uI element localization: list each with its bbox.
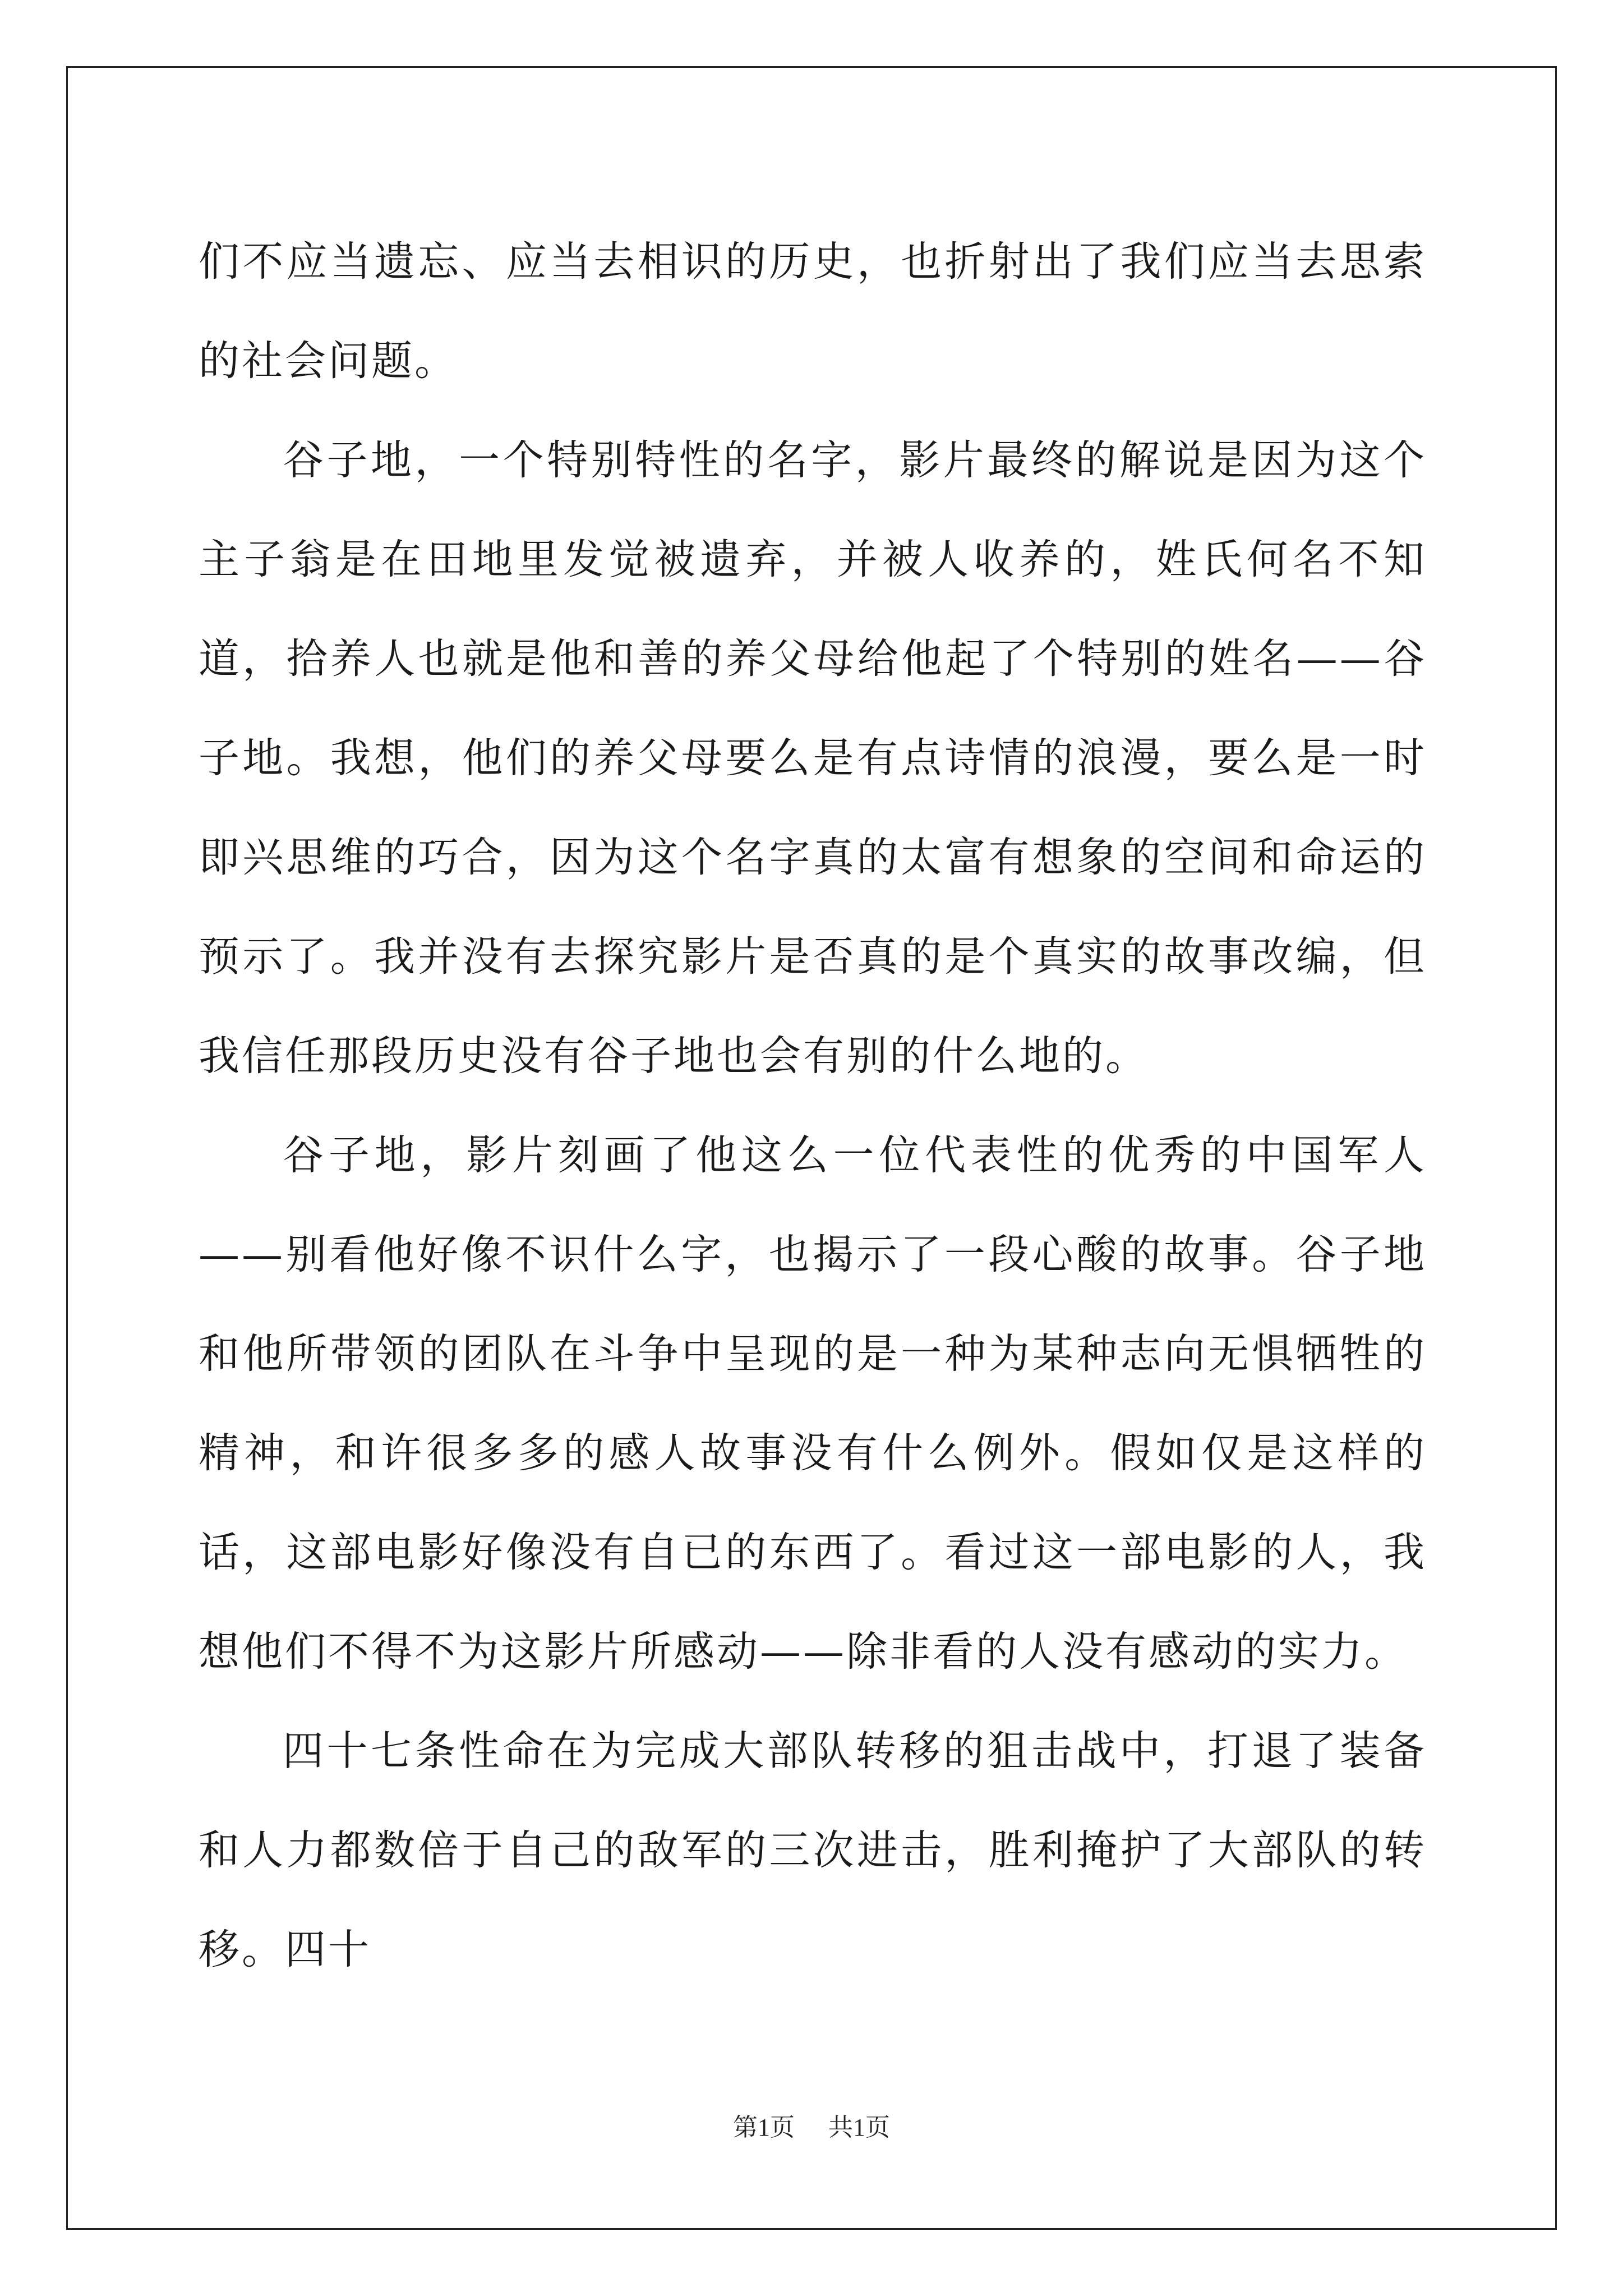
page-number-current: 第1页 (733, 2114, 795, 2141)
paragraph-2: 谷子地，一个特别特性的名字，影片最终的解说是因为这个主子翁是在田地里发觉被遗弃，并被人收养的，姓氏何名不知道，拾养人也就是他和善的养父母给他起了个特别的姓名——谷子地。我想，他们的养父母要么是有点诗情的浪漫，要么是一时即兴思维的巧合，因为这个名字真的太富有想象的空间和命运的预示了。我并没有去探究影片是否真的是个真实的故事改编，但我信任那段历史没有谷子地也会有别的什么地的。 (199, 436, 1427, 1080)
paragraph-3: 谷子地，影片刻画了他这么一位代表性的优秀的中国军人——别看他好像不识什么字，也揭示了一段心酸的故事。谷子地和他所带领的团队在斗争中呈现的是一种为某种志向无惧牺牲的精神，和许很多多的感人故事没有什么例外。假如仅是这样的话，这部电影好像没有自已的东西了。看过这一部电影的人，我想他们不得不为这影片所感动——除非看的人没有感动的实力。 (199, 1131, 1427, 1676)
page-number-total: 共1页 (828, 2114, 890, 2141)
paragraph-1: 们不应当遗忘、应当去相识的历史，也折射出了我们应当去思索的社会问题。 (199, 238, 1427, 385)
document-body (199, 212, 1427, 1999)
paragraph-4: 四十七条性命在为完成大部队转移的狙击战中，打退了装备和人力都数倍于自己的敌军的三次进击，胜利掩护了大部队的转移。四十 (199, 1727, 1427, 1973)
page-footer (0, 2107, 1623, 2143)
